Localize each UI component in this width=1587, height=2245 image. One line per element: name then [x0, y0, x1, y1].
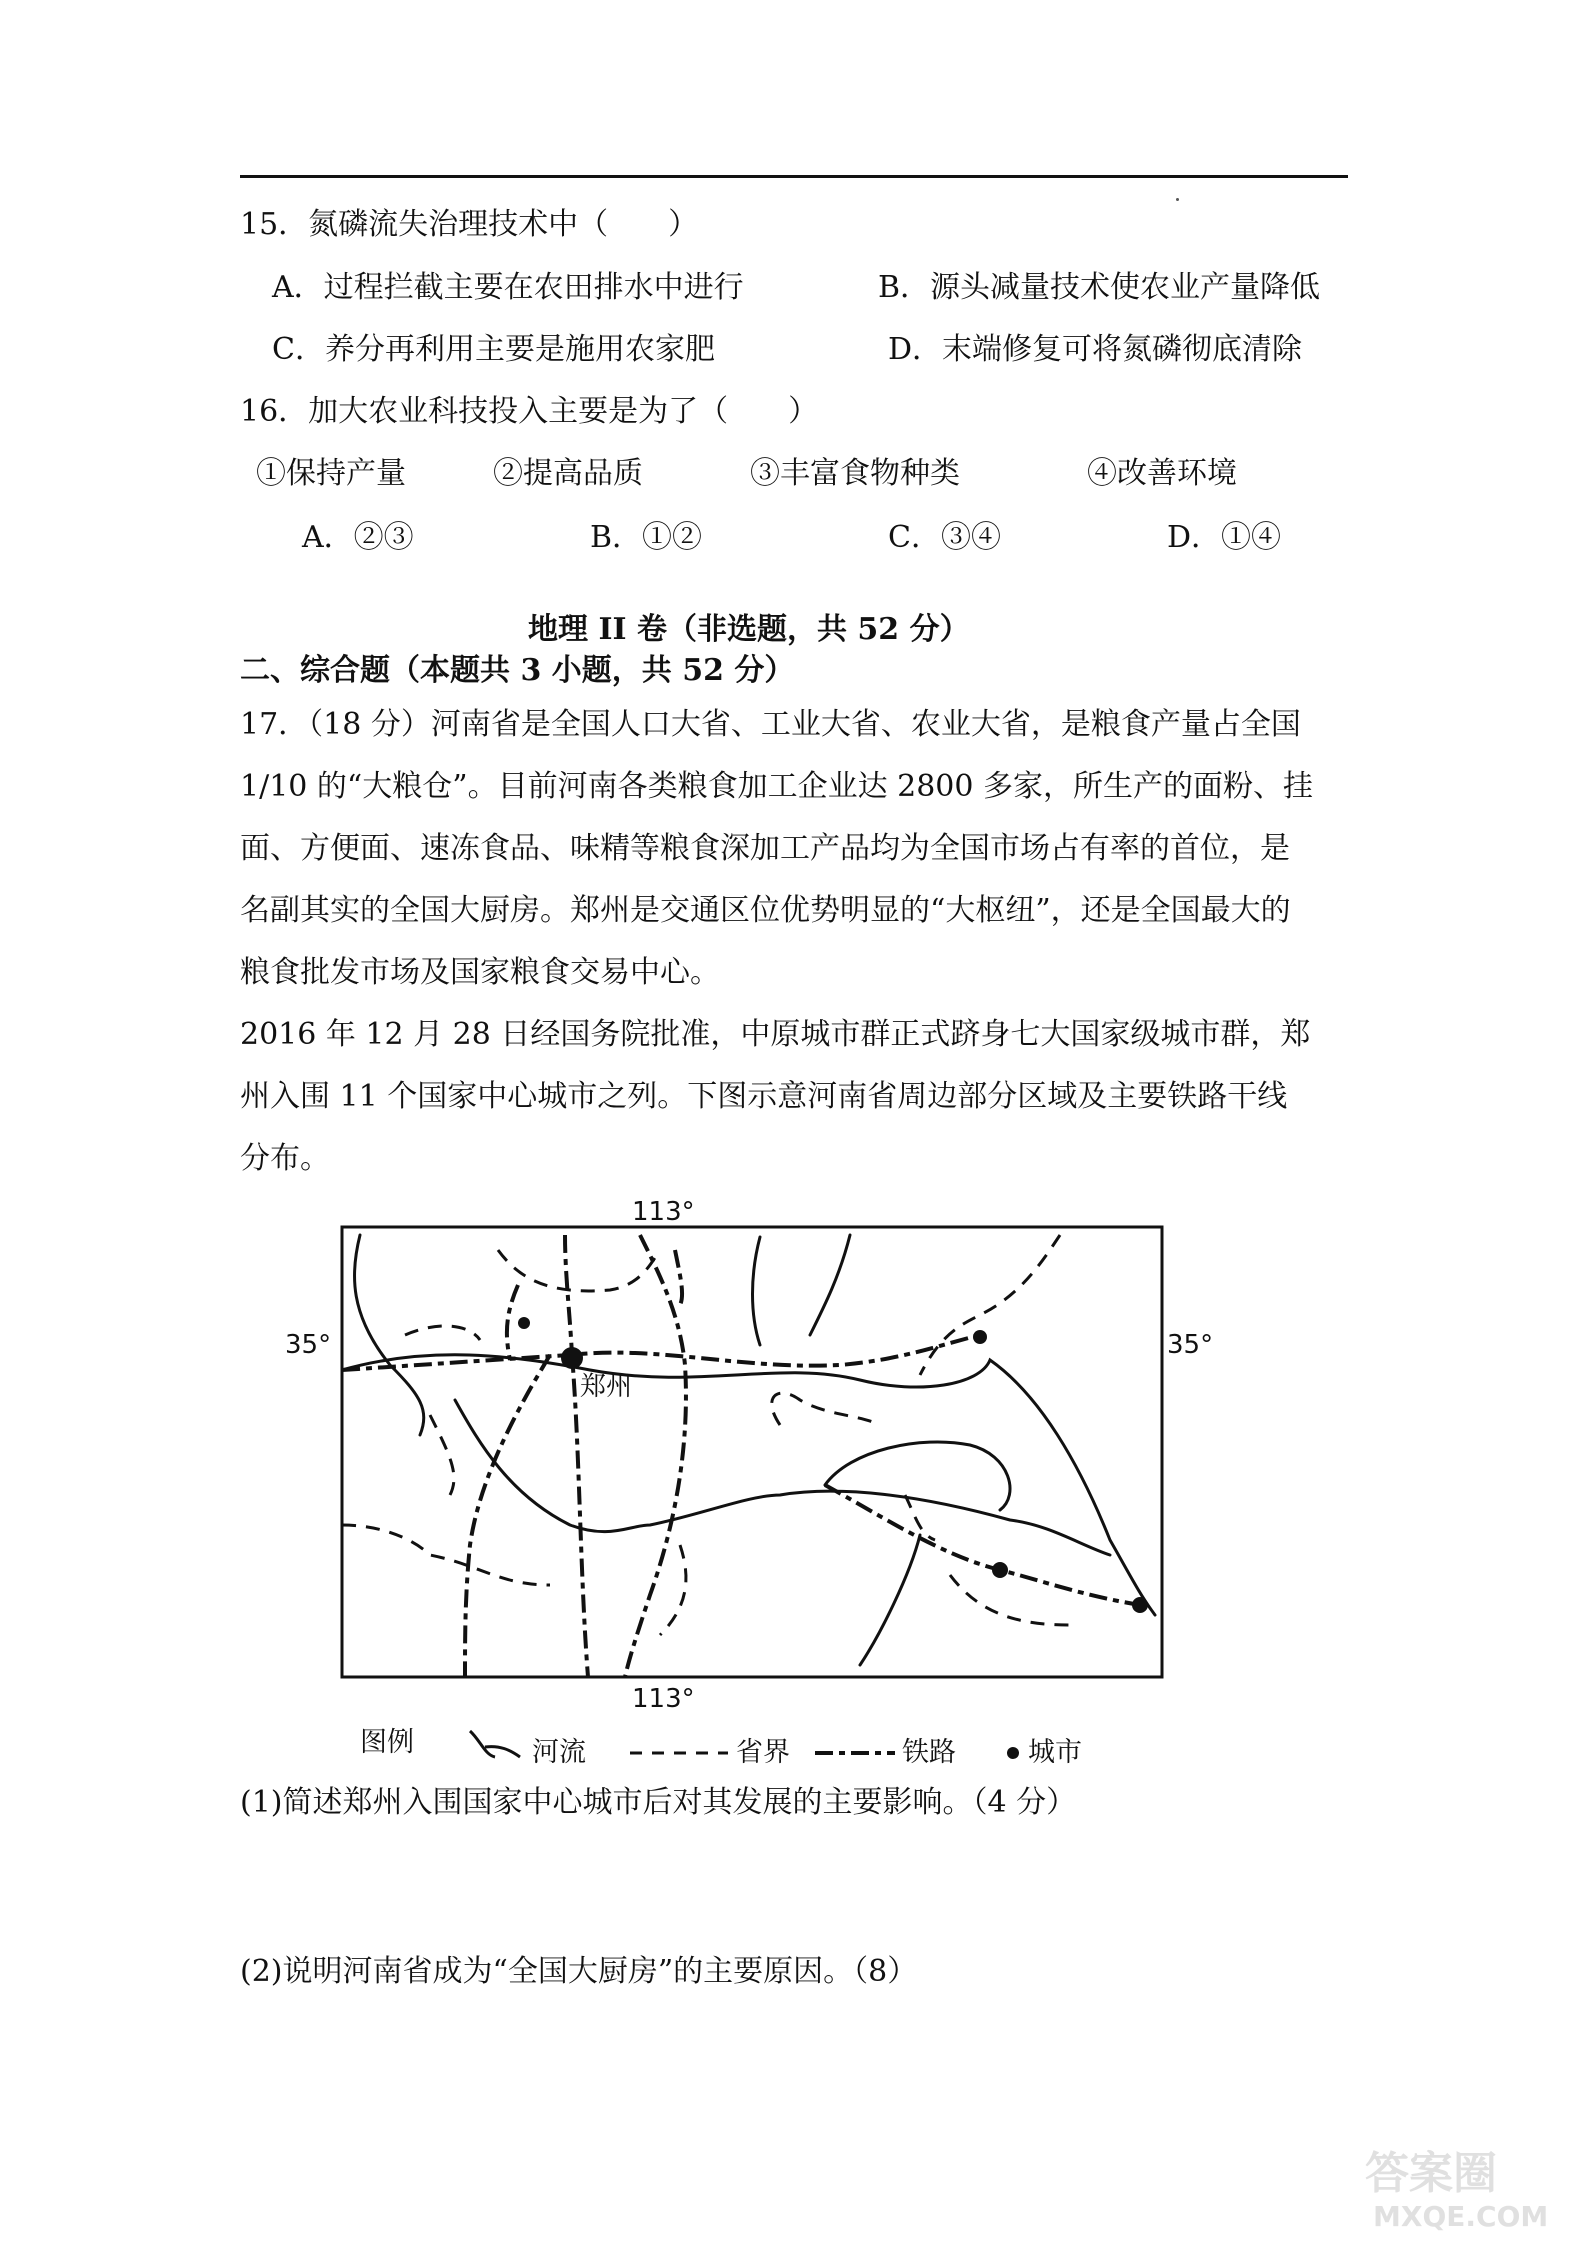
border-center	[772, 1393, 880, 1425]
city-marker-nw	[518, 1317, 530, 1329]
henan-map-figure	[280, 1195, 1214, 1775]
map-svg	[280, 1195, 1214, 1775]
city-marker-e	[1132, 1597, 1148, 1613]
q16-stem: 16．加大农业科技投入主要是为了（ ）	[240, 394, 819, 429]
border-se	[950, 1575, 1070, 1625]
railway-east-west	[342, 1335, 980, 1370]
legend-province-label: 省界	[736, 1737, 790, 1768]
watermark-svg	[1355, 2140, 1565, 2235]
lat-right-label: 35°	[1167, 1330, 1214, 1360]
cities	[518, 1317, 1148, 1613]
railway-n-spur	[675, 1250, 682, 1305]
railway-nw-spur	[507, 1285, 518, 1360]
border-n	[498, 1250, 660, 1291]
province-borders	[342, 1235, 1070, 1635]
legend-railway-label: 铁路	[902, 1737, 956, 1768]
border-ne	[920, 1235, 1060, 1375]
section-heading: 二、综合题（本题共 3 小题，共 52 分）	[240, 653, 795, 688]
q16-option-d: D．①④	[1167, 520, 1282, 555]
city-marker-se	[992, 1562, 1008, 1578]
rivers	[342, 1235, 1155, 1665]
river-sw	[860, 1535, 920, 1665]
section-title: 地理 II 卷（非选题，共 52 分）	[528, 612, 970, 647]
lon-bottom-label: 113°	[632, 1684, 695, 1714]
q15-option-a: A．过程拦截主要在农田排水中进行	[272, 270, 744, 305]
watermark-logo	[1355, 2140, 1565, 2235]
q17-sub2: (2)说明河南省成为“全国大厨房”的主要原因。（8）	[240, 1954, 918, 1989]
legend-city-label: 城市	[1028, 1737, 1082, 1768]
river-nw	[354, 1235, 423, 1435]
q15-option-c: C．养分再利用主要是施用农家肥	[272, 332, 715, 367]
lat-left-label: 35°	[285, 1330, 332, 1360]
q17-line-2: 1/10 的“大粮仓”。目前河南各类粮食加工企业达 2800 多家，所生产的面粉、挂	[240, 769, 1313, 804]
city-zhengzhou-label: 郑州	[580, 1372, 633, 1402]
legend-river-label: 河流	[532, 1737, 586, 1768]
city-marker-ne	[973, 1330, 987, 1344]
q16-item-3: ③丰富食物种类	[750, 456, 960, 491]
q15-option-d: D．末端修复可将氮磷彻底清除	[888, 332, 1303, 367]
river-north	[753, 1237, 761, 1345]
q17-line-1: 17．（18 分）河南省是全国人口大省、工业大省、农业大省，是粮食产量占全国	[240, 707, 1301, 742]
top-rule	[240, 175, 1348, 178]
q16-option-b: B．①②	[590, 520, 703, 555]
city-zhengzhou-marker	[561, 1347, 583, 1369]
q16-option-a: A．②③	[302, 520, 414, 555]
lon-top-label: 113°	[632, 1197, 695, 1227]
q16-item-4: ④改善环境	[1087, 456, 1237, 491]
q17-sub1: (1)简述郑州入围国家中心城市后对其发展的主要影响。（4 分）	[240, 1785, 1077, 1820]
border-sw	[342, 1525, 550, 1585]
q17-line-6: 2016 年 12 月 28 日经国务院批准，中原城市群正式跻身七大国家级城市群，郑	[240, 1017, 1311, 1052]
q16-item-1: ①保持产量	[256, 456, 406, 491]
q15-option-b: B．源头减量技术使农业产量降低	[878, 270, 1321, 305]
legend-river-icon	[470, 1731, 520, 1757]
q16-option-c: C．③④	[888, 520, 1001, 555]
watermark-text: 答案圈	[1365, 2148, 1497, 2199]
q17-line-3: 面、方便面、速冻食品、味精等粮食深加工产品均为全国市场占有率的首位，是	[240, 831, 1290, 866]
railway-central	[625, 1235, 686, 1677]
river-ne	[810, 1235, 850, 1335]
q16-item-2: ②提高品质	[493, 456, 643, 491]
legend-city-icon	[1007, 1747, 1019, 1759]
q17-line-4: 名副其实的全国大厨房。郑州是交通区位优势明显的“大枢纽”，还是全国最大的	[240, 893, 1291, 928]
river-south	[455, 1400, 1110, 1555]
q17-line-8: 分布。	[240, 1141, 330, 1176]
q17-line-5: 粮食批发市场及国家粮食交易中心。	[240, 955, 720, 990]
stray-dot	[1176, 198, 1179, 201]
legend	[360, 1727, 1082, 1768]
watermark-url: MXQE.COM	[1373, 2200, 1549, 2233]
railway-north-south	[565, 1235, 588, 1677]
railways	[342, 1235, 1140, 1677]
river-main	[342, 1355, 1155, 1615]
q17-line-7: 州入围 11 个国家中心城市之列。下图示意河南省周边部分区域及主要铁路干线	[240, 1079, 1288, 1114]
q15-stem: 15．氮磷流失治理技术中（ ）	[240, 207, 699, 242]
border-nw	[405, 1326, 480, 1340]
border-w	[430, 1415, 454, 1495]
legend-title: 图例	[360, 1727, 414, 1758]
railway-southwest	[465, 1355, 550, 1677]
